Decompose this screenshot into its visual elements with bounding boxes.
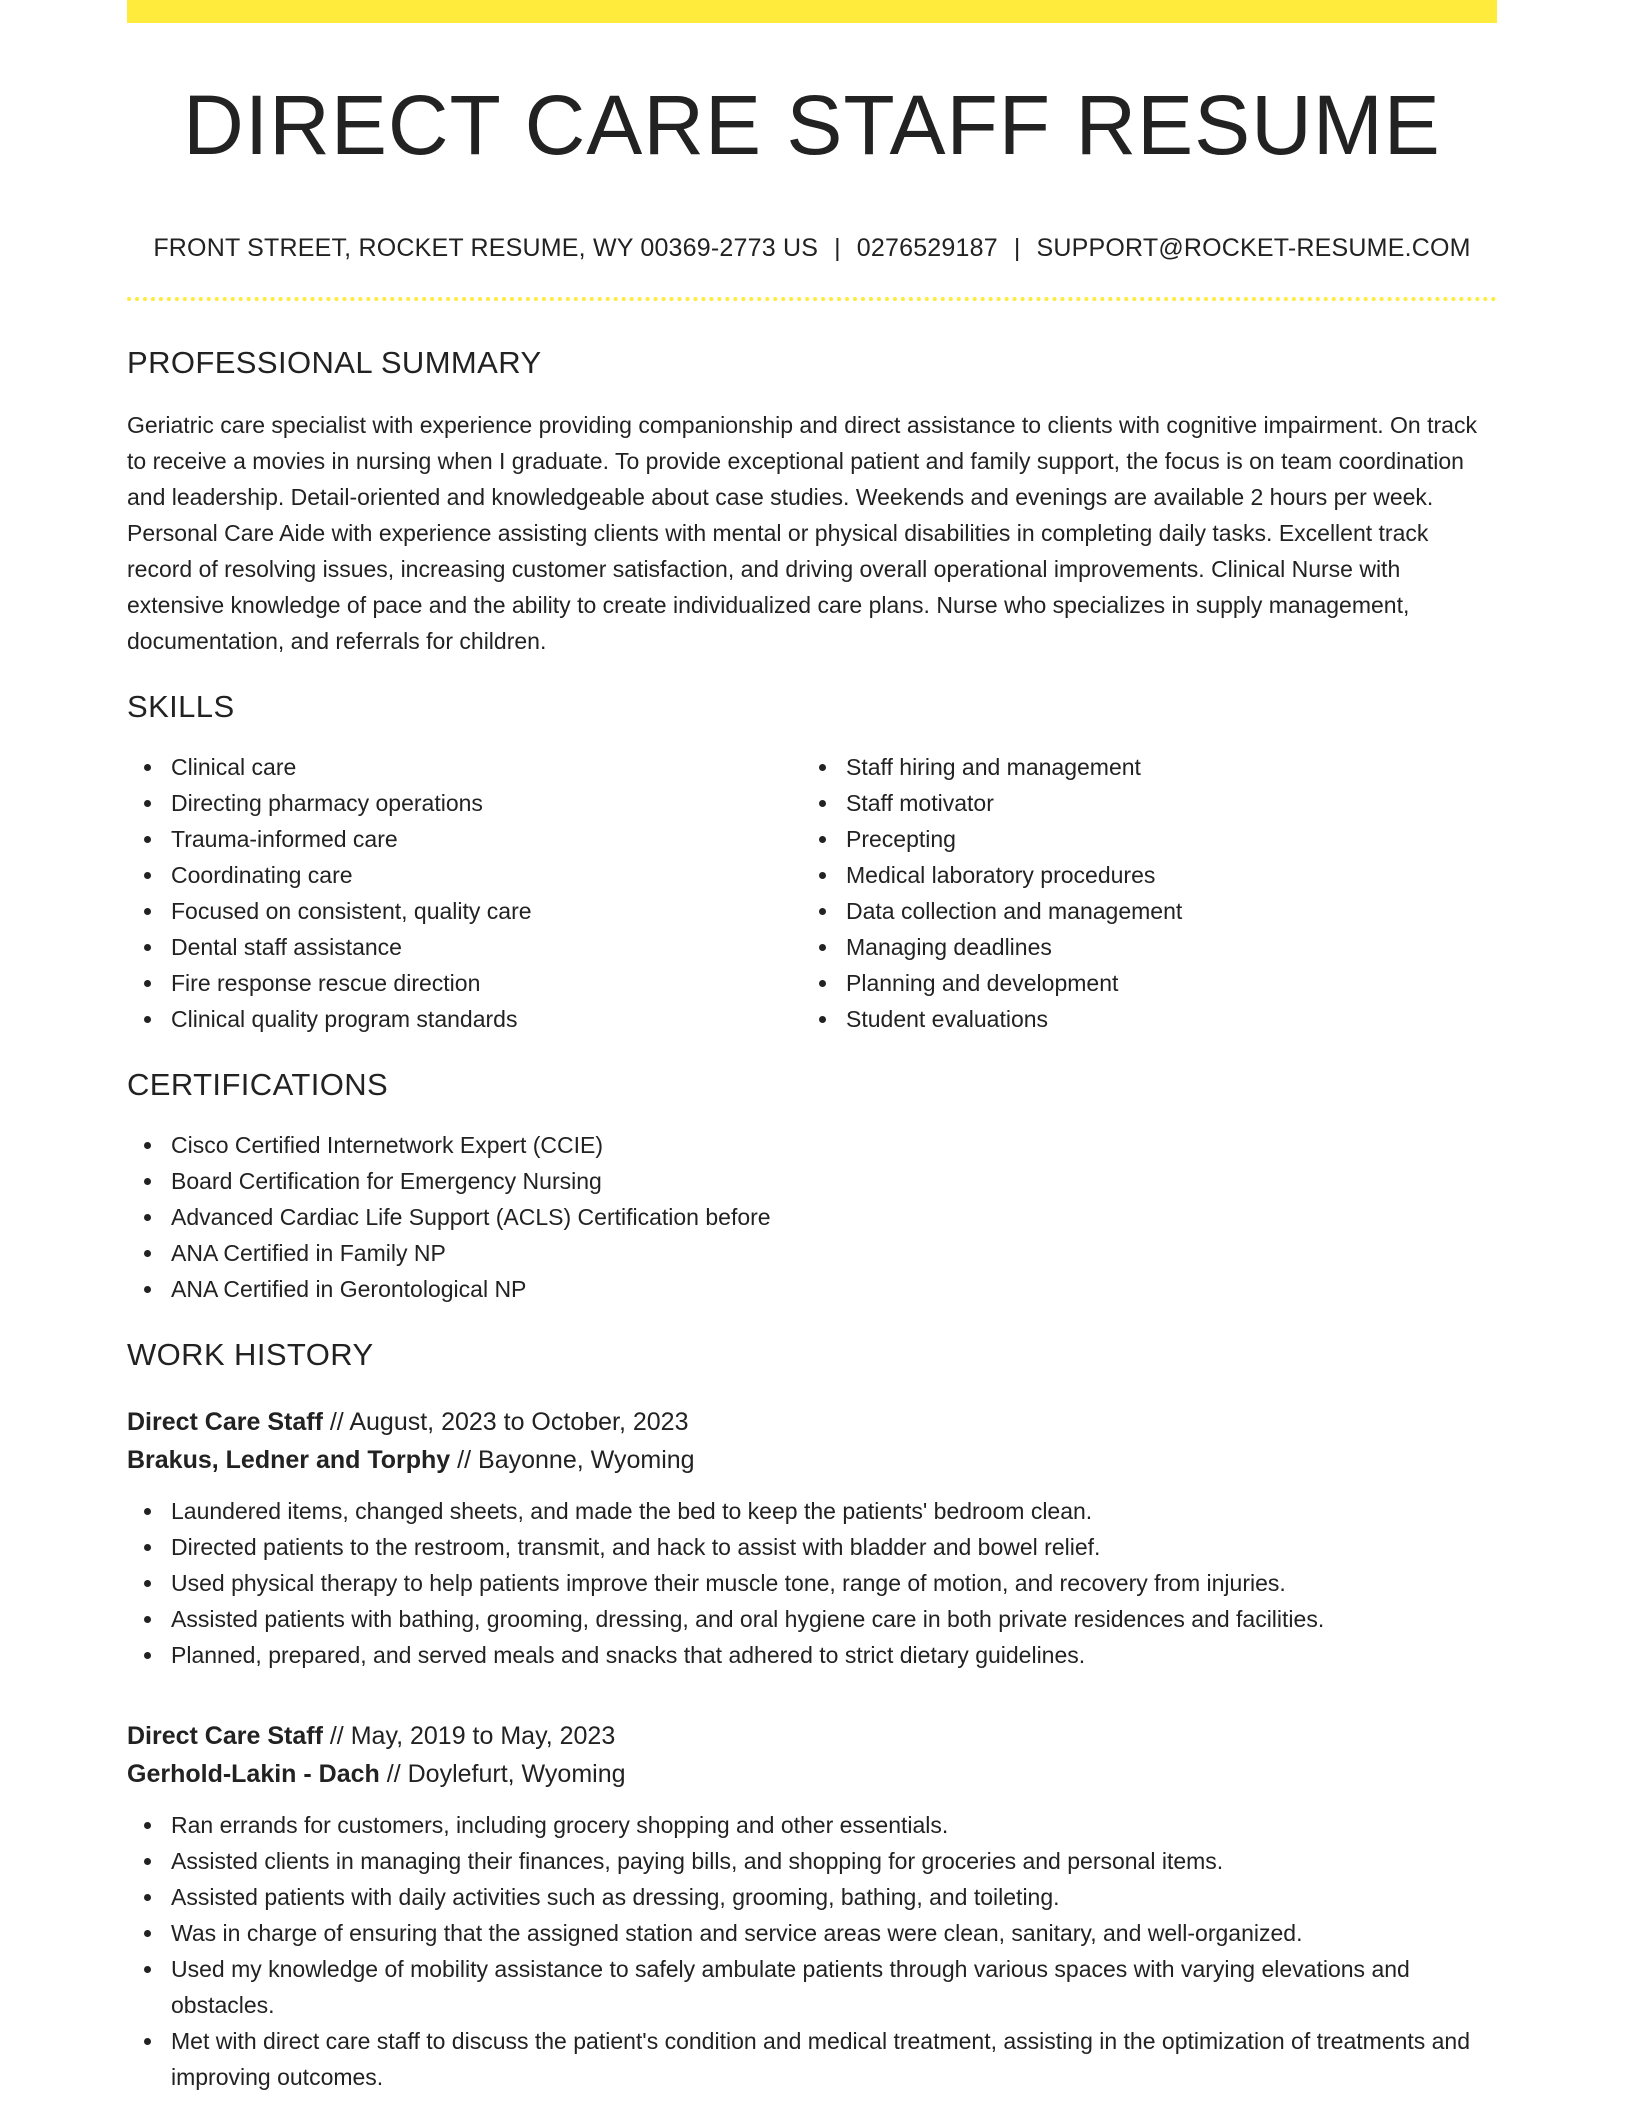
bullet-icon [144,1580,151,1587]
list-item [802,749,1477,785]
list-item [802,965,1477,1001]
list-item [127,1271,1497,1307]
list-item [127,1637,1497,1673]
job-divider: // [457,1446,472,1474]
skills-heading: SKILLS [127,689,235,724]
list-item [127,749,802,785]
bullet-icon [144,836,151,843]
bullet-icon [144,872,151,879]
bullet-icon [144,1966,151,1973]
bullet-icon [144,1858,151,1865]
list-item [127,893,802,929]
job-bullets [127,1807,1497,2095]
list-item-text: ANA Certified in Gerontological NP [171,1276,527,1302]
list-item-text: Planned, prepared, and served meals and snacks that adhered to strict dietary guidelines. [171,1642,1086,1668]
list-item [802,1001,1477,1037]
bullet-icon [819,1016,826,1023]
bullet-icon [144,1178,151,1185]
bullet-icon [144,944,151,951]
bullet-icon [144,1508,151,1515]
contact-line [127,233,1497,263]
list-item [802,893,1477,929]
list-item-text: Precepting [846,826,956,852]
list-item [127,929,802,965]
list-item [127,1001,802,1037]
list-item [127,1127,1497,1163]
list-item [127,1529,1497,1565]
bullet-icon [819,836,826,843]
work-heading: WORK HISTORY [127,1337,374,1372]
dotted-divider [127,297,1497,301]
bullet-icon [819,908,826,915]
summary-text: Geriatric care specialist with experience providing companionship and direct assistance to clients with cognitive impairment. On track to receive a movies in nursing when I graduate. To provide exceptional patient and family support, the focus is on team coordination and leadership. Detail-oriented and knowledgeable about case studies. Weekends and evenings are available 2 hours per week. Personal Care Aide with experience assisting clients with mental or physical disabilities in completing daily tasks. Excellent track record of resolving issues, increasing customer satisfaction, and driving overall operational improvements. Clinical Nurse with extensive knowledge of pace and the ability to create individualized care plans. Nurse who specializes in supply management, documentation, and referrals for children. [127,412,1477,654]
bullet-icon [819,764,826,771]
list-item [802,929,1477,965]
list-item-text: Managing deadlines [846,934,1052,960]
list-item [127,1493,1497,1529]
list-item [127,1915,1497,1951]
job-title-line [127,1717,1497,1755]
list-item [127,821,802,857]
contact-phone: 0276529187 [856,234,998,262]
accent-bar [127,0,1497,23]
list-item [127,1235,1497,1271]
bullet-icon [144,1016,151,1023]
job-title: Direct Care Staff [127,1408,323,1436]
contact-email: SUPPORT@ROCKET-RESUME.COM [1036,234,1471,262]
list-item [802,857,1477,893]
bullet-icon [144,2038,151,2045]
bullet-icon [144,980,151,987]
list-item-text: Cisco Certified Internetwork Expert (CCIE) [171,1132,604,1158]
summary-heading: PROFESSIONAL SUMMARY [127,345,542,380]
bullet-icon [144,800,151,807]
list-item [802,821,1477,857]
skills-grid [127,749,1497,1037]
bullet-icon [144,1930,151,1937]
skills-list-right [802,749,1477,1037]
list-item-text: Assisted clients in managing their finances, paying bills, and shopping for groceries and personal items. [171,1848,1224,1874]
list-item [127,857,802,893]
bullet-icon [144,1250,151,1257]
resume-page [127,0,1497,2095]
list-item-text: Focused on consistent, quality care [171,898,532,924]
list-item [802,785,1477,821]
list-item [127,1565,1497,1601]
list-item-text: Clinical care [171,754,297,780]
bullet-icon [144,1142,151,1149]
certifications-list [127,1127,1497,1307]
list-item [127,1601,1497,1637]
contact-separator: | [1013,234,1021,262]
list-item-text: Dental staff assistance [171,934,402,960]
bullet-icon [144,1894,151,1901]
work-history [127,1403,1497,2095]
list-item-text: Board Certification for Emergency Nursing [171,1168,602,1194]
list-item [127,1951,1497,2023]
list-item-text: Laundered items, changed sheets, and made the bed to keep the patients' bedroom clean. [171,1498,1093,1524]
bullet-icon [144,1822,151,1829]
certifications-heading: CERTIFICATIONS [127,1067,389,1102]
job-divider: // [329,1722,344,1750]
bullet-icon [144,1544,151,1551]
job-dates: May, 2019 to May, 2023 [350,1722,616,1750]
job-title: Direct Care Staff [127,1722,323,1750]
bullet-icon [819,944,826,951]
list-item [127,1163,1497,1199]
bullet-icon [144,764,151,771]
list-item-text: Ran errands for customers, including grocery shopping and other essentials. [171,1812,949,1838]
list-item-text: Directing pharmacy operations [171,790,483,816]
bullet-icon [819,872,826,879]
resume-title: DIRECT CARE STAFF RESUME [183,78,1441,172]
list-item-text: Assisted patients with bathing, grooming, dressing, and oral hygiene care in both private residences and facilities. [171,1606,1325,1632]
list-item-text: Met with direct care staff to discuss the patient's condition and medical treatment, assisting in the optimization of treatments and improving outcomes. [171,2028,1471,2090]
job-divider: // [329,1408,344,1436]
skills-list-left [127,749,802,1037]
bullet-icon [144,1616,151,1623]
list-item [127,2023,1497,2095]
job-divider: // [386,1760,401,1788]
list-item-text: Fire response rescue direction [171,970,481,996]
contact-separator: | [834,234,841,262]
job-company: Gerhold-Lakin - Dach [127,1760,380,1788]
list-item-text: Clinical quality program standards [171,1006,518,1032]
job-dates: August, 2023 to October, 2023 [349,1408,689,1436]
job-location: Doylefurt, Wyoming [407,1760,626,1788]
bullet-icon [144,1652,151,1659]
list-item-text: Medical laboratory procedures [846,862,1156,888]
list-item-text: ANA Certified in Family NP [171,1240,446,1266]
list-item-text: Trauma-informed care [171,826,398,852]
list-item [127,1843,1497,1879]
bullet-icon [144,1214,151,1221]
job-company: Brakus, Ledner and Torphy [127,1446,451,1474]
list-item-text: Planning and development [846,970,1119,996]
list-item-text: Advanced Cardiac Life Support (ACLS) Certification before [171,1204,771,1230]
job-title-line [127,1403,1497,1441]
list-item-text: Coordinating care [171,862,353,888]
bullet-icon [144,908,151,915]
job-company-line [127,1441,1497,1479]
bullet-icon [819,800,826,807]
list-item-text: Used my knowledge of mobility assistance to safely ambulate patients through various spaces with varying elevations and obstacles. [171,1956,1410,2018]
list-item-text: Directed patients to the restroom, transmit, and hack to assist with bladder and bowel relief. [171,1534,1101,1560]
list-item-text: Staff motivator [846,790,994,816]
job-entry [127,1717,1497,2095]
list-item-text: Assisted patients with daily activities such as dressing, grooming, bathing, and toileting. [171,1884,1060,1910]
list-item [127,785,802,821]
job-entry [127,1403,1497,1673]
list-item-text: Used physical therapy to help patients improve their muscle tone, range of motion, and recovery from injuries. [171,1570,1286,1596]
bullet-icon [819,980,826,987]
list-item [127,1879,1497,1915]
list-item [127,1199,1497,1235]
job-company-line [127,1755,1497,1793]
list-item [127,965,802,1001]
list-item-text: Student evaluations [846,1006,1049,1032]
job-location: Bayonne, Wyoming [478,1446,695,1474]
list-item-text: Staff hiring and management [846,754,1141,780]
list-item-text: Was in charge of ensuring that the assigned station and service areas were clean, sanitary, and well-organized. [171,1920,1303,1946]
list-item [127,1807,1497,1843]
job-bullets [127,1493,1497,1673]
bullet-icon [144,1286,151,1293]
contact-address: FRONT STREET, ROCKET RESUME, WY 00369-2773 US [153,234,819,262]
list-item-text: Data collection and management [846,898,1183,924]
